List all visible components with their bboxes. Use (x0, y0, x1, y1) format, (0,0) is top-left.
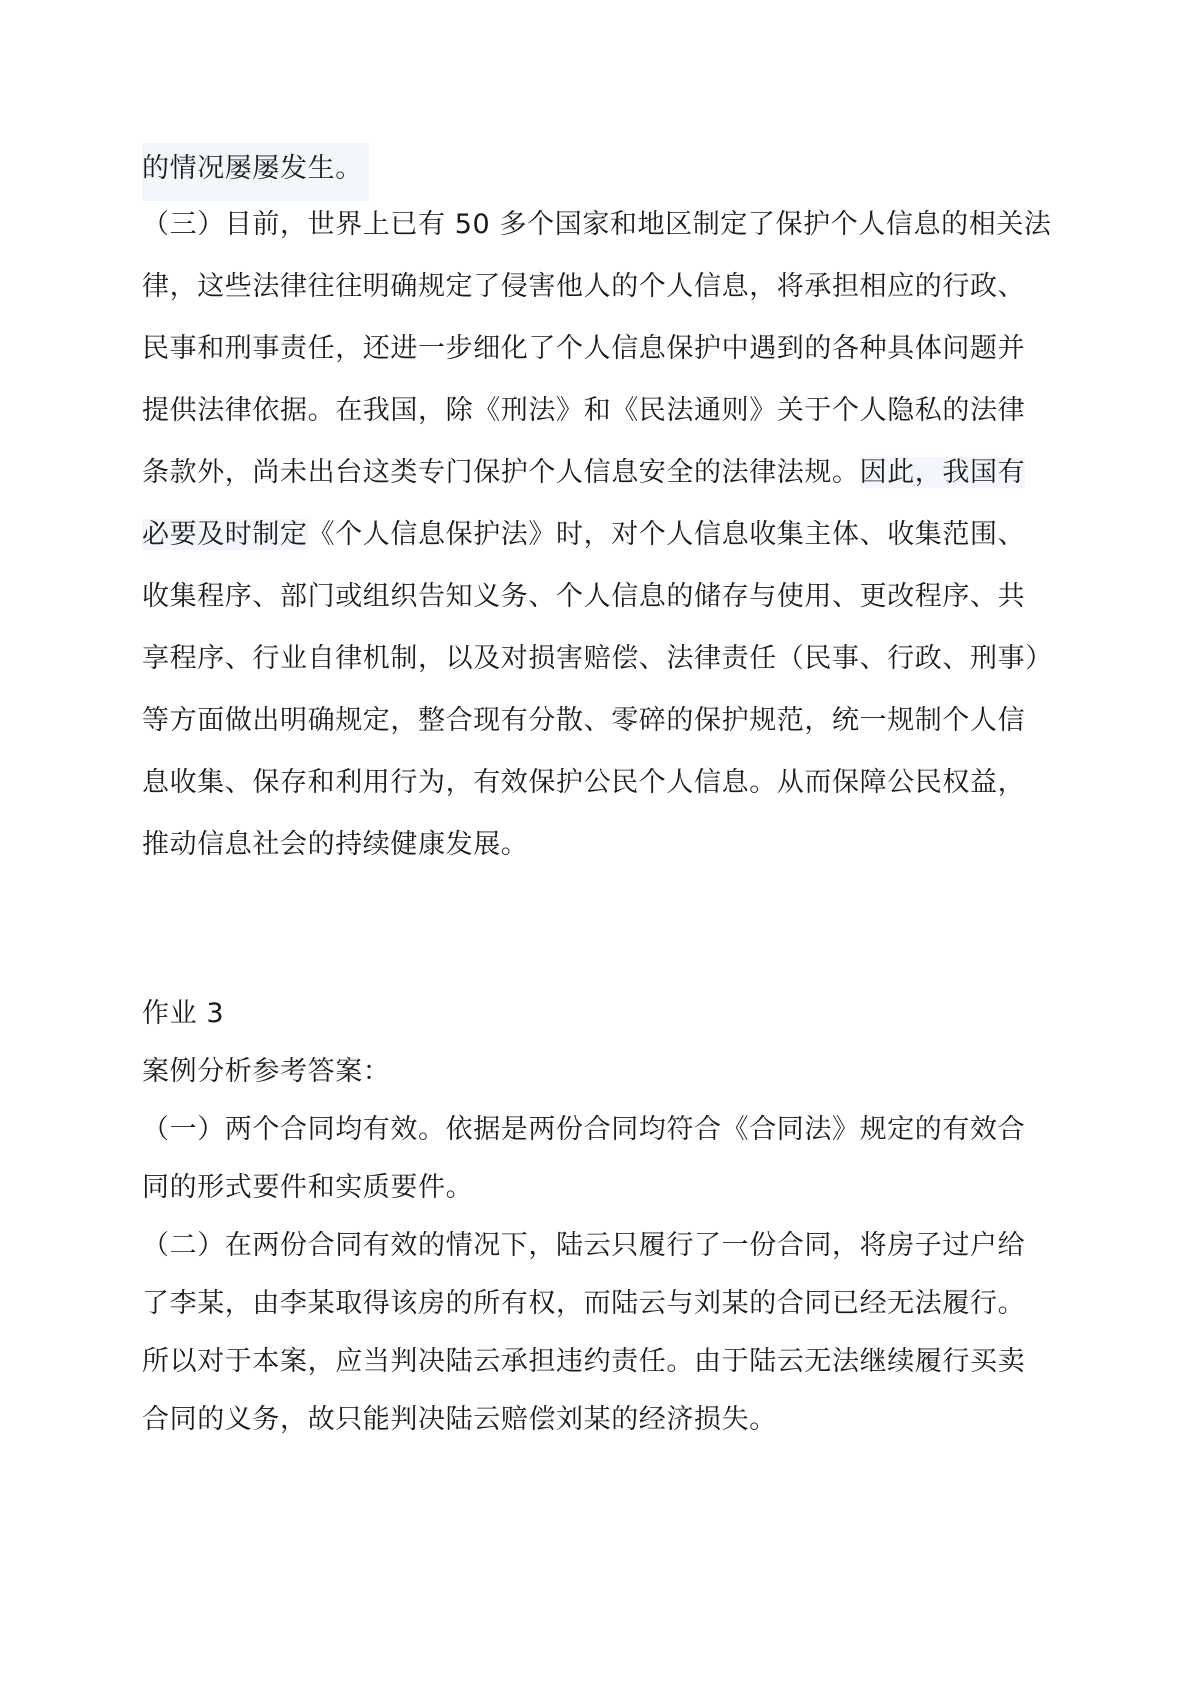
text-line (142, 504, 1072, 566)
text-line: 同的形式要件和实质要件。 (142, 1172, 474, 1203)
highlighted-text: 因此，我国有 (859, 457, 1026, 488)
text-line: 了李某，由李某取得该房的所有权，而陆云与刘某的合同已经无法履行。 (142, 1288, 1026, 1319)
text-line: 等方面做出明确规定，整合现有分散、零碎的保护规范，统一规制个人信 (142, 705, 1026, 736)
text-line: （一）两个合同均有效。依据是两份合同均符合《合同法》规定的有效合 (142, 1114, 1026, 1145)
text-line (142, 138, 1072, 200)
text-line: 收集程序、部门或组织告知义务、个人信息的储存与使用、更改程序、共 (142, 581, 1026, 612)
text-segment: 《个人信息保护法》时，对个人信息收集主体、收集范围、 (307, 519, 1026, 550)
text-line (142, 442, 1072, 504)
text-line: 合同的义务，故只能判决陆云赔偿刘某的经济损失。 (142, 1404, 777, 1435)
text-line: 所以对于本案，应当判决陆云承担违约责任。由于陆云无法继续履行买卖 (142, 1346, 1026, 1377)
section-title: 作业 3 (142, 998, 225, 1029)
text-line: 民事和刑事责任，还进一步细化了个人信息保护中遇到的各种具体问题并 (142, 333, 1026, 364)
highlighted-text: 必要及时制定 (142, 519, 308, 550)
text-line: 息收集、保存和利用行为，有效保护公民个人信息。从而保障公民权益， (142, 767, 1026, 798)
section-subtitle: 案例分析参考答案： (142, 1056, 391, 1087)
homework-three-section (142, 985, 1072, 1449)
paragraph-section-three (142, 194, 1072, 876)
text-line: 享程序、行业自律机制，以及对损害赔偿、法律责任（民事、行政、刑事） (142, 643, 1053, 674)
highlighted-text: 的情况屡屡发生。 (142, 143, 369, 201)
text-line: （二）在两份合同有效的情况下，陆云只履行了一份合同，将房子过户给 (142, 1230, 1026, 1261)
text-line: 推动信息社会的持续健康发展。 (142, 829, 529, 860)
text-line: （三）目前，世界上已有 50 多个国家和地区制定了保护个人信息的相关法 (142, 209, 1052, 240)
text-line: 律，这些法律往往明确规定了侵害他人的个人信息，将承担相应的行政、 (142, 271, 1026, 302)
paragraph-continuation (142, 138, 1072, 200)
text-line: 提供法律依据。在我国，除《刑法》和《民法通则》关于个人隐私的法律 (142, 395, 1026, 426)
text-segment: 条款外，尚未出台这类专门保护个人信息安全的法律法规。 (142, 457, 860, 488)
